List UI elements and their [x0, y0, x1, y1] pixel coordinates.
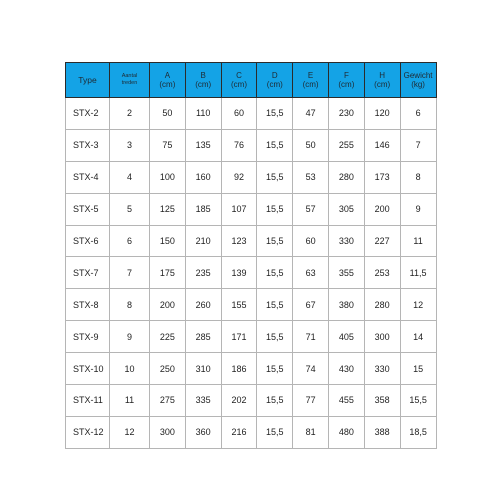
column-header-unit: treden: [121, 80, 138, 86]
table-cell-b: 160: [185, 161, 221, 193]
column-header-c: [221, 63, 257, 98]
table-cell-e: 71: [293, 321, 329, 353]
column-header-label: D: [271, 71, 278, 80]
column-header-f: [328, 63, 364, 98]
table-cell-e: 63: [293, 257, 329, 289]
column-header-b: [185, 63, 221, 98]
table-cell-f: 430: [328, 353, 364, 385]
table-cell-gewicht: 9: [400, 193, 436, 225]
table-cell-h: 227: [364, 225, 400, 257]
table-cell-a: 300: [150, 416, 186, 448]
table-cell-c: 76: [221, 129, 257, 161]
table-cell-aantal-treden: 11: [110, 385, 150, 417]
header-row: [66, 63, 437, 98]
table-cell-h: 200: [364, 193, 400, 225]
table-row: [66, 193, 437, 225]
column-header-unit: (cm): [374, 80, 391, 89]
table-cell-a: 250: [150, 353, 186, 385]
table-row: [66, 353, 437, 385]
table-row: [66, 385, 437, 417]
table-cell-d: 15,5: [257, 193, 293, 225]
column-header-gewicht: [400, 63, 436, 98]
table-row: [66, 129, 437, 161]
table-cell-a: 125: [150, 193, 186, 225]
column-header-label: Gewicht: [403, 71, 433, 80]
table-cell-type: STX-7: [66, 257, 110, 289]
table-cell-c: 171: [221, 321, 257, 353]
table-cell-aantal-treden: 4: [110, 161, 150, 193]
table-cell-aantal-treden: 5: [110, 193, 150, 225]
table-cell-gewicht: 8: [400, 161, 436, 193]
table-cell-gewicht: 15: [400, 353, 436, 385]
table-cell-f: 305: [328, 193, 364, 225]
table-cell-h: 120: [364, 98, 400, 130]
table-cell-a: 175: [150, 257, 186, 289]
table-cell-aantal-treden: 6: [110, 225, 150, 257]
column-header-e: [293, 63, 329, 98]
table-cell-b: 110: [185, 98, 221, 130]
column-header-label: E: [307, 71, 314, 80]
column-header-label: Type: [78, 74, 97, 85]
column-header-label: Aantal: [121, 73, 138, 79]
table-cell-e: 81: [293, 416, 329, 448]
table-cell-h: 388: [364, 416, 400, 448]
column-header-label: H: [379, 71, 386, 80]
table-cell-gewicht: 18,5: [400, 416, 436, 448]
column-header-label: B: [200, 71, 206, 80]
table-cell-b: 185: [185, 193, 221, 225]
table-cell-type: STX-11: [66, 385, 110, 417]
table-cell-type: STX-12: [66, 416, 110, 448]
table-cell-type: STX-4: [66, 161, 110, 193]
table-row: [66, 98, 437, 130]
column-header-unit: (kg): [411, 80, 425, 89]
table-cell-e: 60: [293, 225, 329, 257]
table-cell-h: 173: [364, 161, 400, 193]
table-cell-type: STX-6: [66, 225, 110, 257]
table-cell-type: STX-10: [66, 353, 110, 385]
spec-table: [65, 62, 437, 449]
column-header-unit: (cm): [266, 80, 283, 89]
table-cell-gewicht: 11: [400, 225, 436, 257]
table-row: [66, 416, 437, 448]
column-header-unit: (cm): [159, 80, 176, 89]
table-cell-d: 15,5: [257, 225, 293, 257]
table-cell-c: 60: [221, 98, 257, 130]
table-cell-aantal-treden: 7: [110, 257, 150, 289]
table-cell-a: 150: [150, 225, 186, 257]
table-cell-d: 15,5: [257, 129, 293, 161]
table-cell-c: 216: [221, 416, 257, 448]
table-row: [66, 289, 437, 321]
table-cell-aantal-treden: 9: [110, 321, 150, 353]
table-cell-d: 15,5: [257, 321, 293, 353]
table-cell-b: 135: [185, 129, 221, 161]
table-cell-b: 235: [185, 257, 221, 289]
table-cell-aantal-treden: 8: [110, 289, 150, 321]
table-cell-d: 15,5: [257, 385, 293, 417]
table-cell-gewicht: 6: [400, 98, 436, 130]
column-header-unit: (cm): [302, 80, 319, 89]
table-cell-h: 300: [364, 321, 400, 353]
table-row: [66, 225, 437, 257]
table-cell-c: 155: [221, 289, 257, 321]
column-header-label: F: [343, 71, 349, 80]
table-cell-b: 285: [185, 321, 221, 353]
table-cell-type: STX-8: [66, 289, 110, 321]
table-cell-h: 146: [364, 129, 400, 161]
table-cell-e: 47: [293, 98, 329, 130]
table-cell-f: 330: [328, 225, 364, 257]
table-cell-c: 123: [221, 225, 257, 257]
table-cell-aantal-treden: 10: [110, 353, 150, 385]
table-cell-b: 310: [185, 353, 221, 385]
table-cell-e: 67: [293, 289, 329, 321]
table-cell-a: 75: [150, 129, 186, 161]
table-cell-e: 57: [293, 193, 329, 225]
column-header-aantal-treden: [110, 63, 150, 98]
column-header-d: [257, 63, 293, 98]
column-header-label: A: [164, 71, 171, 80]
table-cell-c: 107: [221, 193, 257, 225]
table-cell-b: 260: [185, 289, 221, 321]
table-cell-gewicht: 12: [400, 289, 436, 321]
table-cell-d: 15,5: [257, 353, 293, 385]
column-header-label: C: [236, 71, 242, 80]
column-header-unit: (cm): [338, 80, 355, 89]
table-cell-f: 255: [328, 129, 364, 161]
table-cell-f: 480: [328, 416, 364, 448]
table-row: [66, 321, 437, 353]
table-cell-d: 15,5: [257, 289, 293, 321]
column-header-unit: (cm): [195, 80, 212, 89]
table-cell-e: 77: [293, 385, 329, 417]
table-cell-c: 92: [221, 161, 257, 193]
table-cell-d: 15,5: [257, 98, 293, 130]
table-cell-f: 455: [328, 385, 364, 417]
table-cell-b: 210: [185, 225, 221, 257]
table-header: [66, 63, 437, 98]
table-cell-d: 15,5: [257, 416, 293, 448]
column-header-a: [150, 63, 186, 98]
table-cell-type: STX-5: [66, 193, 110, 225]
table-cell-e: 74: [293, 353, 329, 385]
table-cell-gewicht: 15,5: [400, 385, 436, 417]
table-cell-h: 253: [364, 257, 400, 289]
column-header-unit: (cm): [230, 80, 247, 89]
column-header-h: [364, 63, 400, 98]
table-cell-a: 275: [150, 385, 186, 417]
table-cell-f: 280: [328, 161, 364, 193]
table-cell-d: 15,5: [257, 161, 293, 193]
table-cell-e: 50: [293, 129, 329, 161]
table-cell-aantal-treden: 12: [110, 416, 150, 448]
table-cell-a: 50: [150, 98, 186, 130]
table-cell-f: 380: [328, 289, 364, 321]
table-cell-gewicht: 7: [400, 129, 436, 161]
table-cell-c: 139: [221, 257, 257, 289]
table-cell-c: 186: [221, 353, 257, 385]
table-cell-a: 200: [150, 289, 186, 321]
table-cell-b: 360: [185, 416, 221, 448]
table-cell-type: STX-2: [66, 98, 110, 130]
spec-table-container: [65, 62, 436, 449]
column-header-type: [66, 63, 110, 98]
table-cell-aantal-treden: 3: [110, 129, 150, 161]
table-cell-c: 202: [221, 385, 257, 417]
table-cell-type: STX-3: [66, 129, 110, 161]
table-cell-h: 330: [364, 353, 400, 385]
table-cell-h: 358: [364, 385, 400, 417]
table-cell-d: 15,5: [257, 257, 293, 289]
table-cell-a: 225: [150, 321, 186, 353]
table-cell-a: 100: [150, 161, 186, 193]
table-cell-f: 405: [328, 321, 364, 353]
table-cell-gewicht: 11,5: [400, 257, 436, 289]
table-cell-b: 335: [185, 385, 221, 417]
table-cell-f: 230: [328, 98, 364, 130]
table-cell-e: 53: [293, 161, 329, 193]
table-cell-f: 355: [328, 257, 364, 289]
table-cell-h: 280: [364, 289, 400, 321]
table-body: [66, 98, 437, 449]
table-row: [66, 161, 437, 193]
table-row: [66, 257, 437, 289]
table-cell-type: STX-9: [66, 321, 110, 353]
table-cell-gewicht: 14: [400, 321, 436, 353]
table-cell-aantal-treden: 2: [110, 98, 150, 130]
